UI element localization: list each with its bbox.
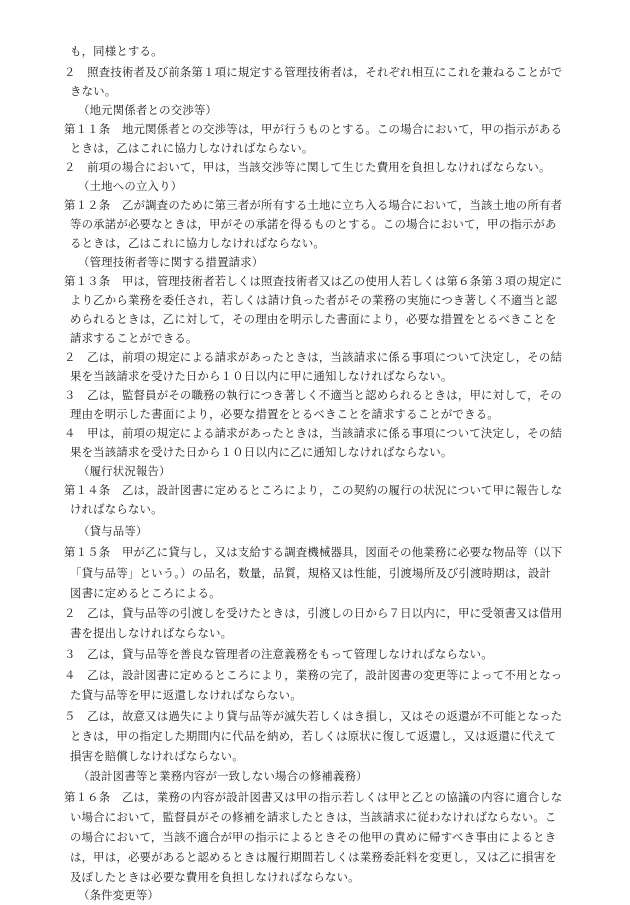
text-line [0, 481, 630, 500]
text-line [0, 543, 630, 562]
line-text: ２ 照査技術者及び前条第１項に規定する管理技術者は，それぞれ相互にこれを兼ねることがで [64, 65, 563, 79]
line-text: （地元関係者との交渉等） [78, 103, 218, 117]
text-line [0, 367, 630, 386]
text-line [0, 848, 630, 867]
line-text: 及ぼしたときは必要な費用を負担しなければならない。 [70, 870, 360, 884]
line-text: （貸与品等） [78, 524, 148, 538]
line-text: ときは，乙はこれに協力しなければならない。 [70, 141, 314, 155]
text-line [0, 808, 630, 827]
text-line [0, 584, 630, 603]
line-text: い場合において，監督員がその修補を請求したときは，当該請求に従わなければならない。こ [70, 810, 557, 824]
text-line [0, 158, 630, 177]
line-text: ２ 前項の場合において，甲は，当該交渉等に関して生じた費用を負担しなければならない。 [64, 160, 551, 174]
line-text: 果を当該請求を受けた日から１０日以内に乙に通知しなければならない。 [70, 445, 453, 459]
line-text: 損害を賠償しなければならない。 [70, 749, 244, 763]
line-text: ３ 乙は，貸与品等を善良な管理者の注意義務をもって管理しなければならない。 [64, 647, 493, 661]
line-text: 図書に定めるところによる。 [70, 586, 221, 600]
text-line [0, 828, 630, 847]
text-line [0, 63, 630, 82]
text-line [0, 443, 630, 462]
line-text: 第１６条 乙は，業務の内容が設計図書又は甲の指示若しくは甲と乙との協議の内容に適合しな [64, 790, 563, 804]
text-line [0, 868, 630, 887]
line-text: きない。 [70, 84, 117, 98]
line-text: 第１１条 地元関係者との交渉等は，甲が行うものとする。この場合において，甲の指示がある [64, 122, 563, 136]
line-text: 第１４条 乙は，設計図書に定めるところにより，この契約の履行の状況について甲に報告しな [64, 483, 563, 497]
line-text: （履行状況報告） [78, 464, 171, 478]
text-line [0, 272, 630, 291]
text-line [0, 139, 630, 158]
section-heading [0, 177, 630, 196]
text-line [0, 196, 630, 215]
text-line [0, 234, 630, 253]
text-line [0, 120, 630, 139]
line-text: 請求することができる。 [70, 331, 198, 345]
line-text: （条件変更等） [78, 888, 160, 902]
line-text: ときは，甲の指定した期間内に代品を納め，若しくは原状に復して返還し，又は返還に代えて [70, 729, 557, 743]
line-text: 理由を明示した書面により，必要な措置をとるべきことを請求することができる。 [70, 407, 499, 421]
line-text: 第１３条 甲は，管理技術者若しくは照査技術者又は乙の使用人若しくは第６条第３項の規定に [64, 274, 563, 288]
text-line [0, 564, 630, 583]
text-line [0, 747, 630, 766]
line-text: の場合において，当該不適合が甲の指示によるときその他甲の責めに帰すべき事由によるとき [70, 830, 557, 844]
line-text: （設計図書等と業務内容が一致しない場合の修補義務） [78, 769, 368, 783]
line-text: （土地への立入り） [78, 179, 183, 193]
line-text: ４ 乙は，設計図書に定めるところにより，業務の完了，設計図書の変更等によって不用となっ [64, 668, 563, 682]
line-text: 「貸与品等」という。）の品名，数量，品質，規格又は性能，引渡場所及び引渡時期は，設計 [70, 566, 552, 580]
text-line [0, 424, 630, 443]
text-line [0, 329, 630, 348]
text-line [0, 788, 630, 807]
text-line [0, 42, 630, 61]
line-text: るときは，乙はこれに協力しなければならない。 [70, 236, 325, 250]
section-heading [0, 886, 630, 905]
section-heading [0, 101, 630, 120]
text-line [0, 645, 630, 664]
text-line [0, 348, 630, 367]
line-text: （管理技術者等に関する措置請求） [78, 255, 264, 269]
text-line [0, 310, 630, 329]
text-line [0, 604, 630, 623]
line-text: ４ 甲は，前項の規定による請求があったときは，当該請求に係る事項について決定し，その結 [64, 426, 563, 440]
section-heading [0, 462, 630, 481]
line-text: 果を当該請求を受けた日から１０日以内に甲に通知しなければならない。 [70, 369, 453, 383]
line-text: 等の承諾が必要なときは，甲がその承諾を得るものとする。この場合において，甲の指示があ [70, 217, 557, 231]
line-text: 書を提出しなければならない。 [70, 626, 233, 640]
line-text: も，同様とする。 [70, 44, 163, 58]
text-line [0, 686, 630, 705]
line-text: められるときは，乙に対して，その理由を明示した書面により，必要な措置をとるべきことを [70, 312, 557, 326]
line-text: ければならない。 [70, 502, 163, 516]
section-heading [0, 522, 630, 541]
text-line [0, 386, 630, 405]
text-line [0, 666, 630, 685]
text-line [0, 707, 630, 726]
text-line [0, 291, 630, 310]
line-text: た貸与品等を甲に返還しなければならない。 [70, 688, 302, 702]
line-text: より乙から業務を委任され，若しくは請け負った者がその業務の実施につき著しく不適当と認 [70, 293, 558, 307]
section-heading [0, 253, 630, 272]
line-text: は，甲は，必要があると認めるときは履行期間若しくは業務委託料を変更し，又は乙に損害を [70, 850, 557, 864]
text-line [0, 82, 630, 101]
line-text: 第１２条 乙が調査のために第三者が所有する土地に立ち入る場合において，当該土地の所有者 [64, 198, 563, 212]
line-text: ２ 乙は，貸与品等の引渡しを受けたときは，引渡しの日から７日以内に，甲に受領書又は借用 [64, 606, 563, 620]
line-text: 第１５条 甲が乙に貸与し，又は支給する調査機械器具，図面その他業務に必要な物品等（以下 [64, 545, 563, 559]
line-text: ５ 乙は，故意又は過失により貸与品等が滅失若しくはき損し，又はその返還が不可能となった [64, 709, 563, 723]
text-line [0, 500, 630, 519]
text-line [0, 405, 630, 424]
text-line [0, 624, 630, 643]
text-line [0, 727, 630, 746]
line-text: ２ 乙は，前項の規定による請求があったときは，当該請求に係る事項について決定し，その結 [64, 350, 563, 364]
section-heading [0, 767, 630, 786]
line-text: ３ 乙は，監督員がその職務の執行につき著しく不適当と認められるときは，甲に対して，その [64, 388, 562, 402]
text-line [0, 215, 630, 234]
